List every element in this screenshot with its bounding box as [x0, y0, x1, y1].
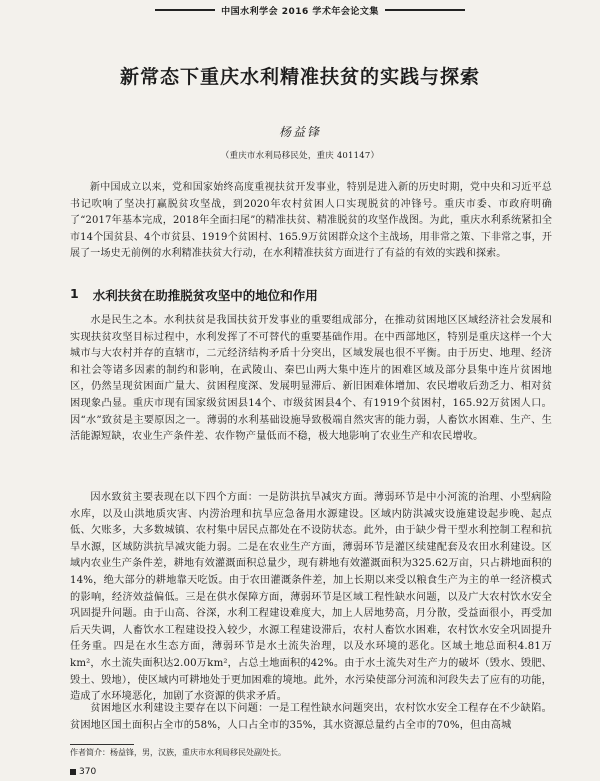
header-rule-right [385, 9, 465, 11]
author-affiliation: （重庆市水利局移民处，重庆 401147） [220, 151, 380, 161]
footnote-rule [70, 744, 134, 745]
paper-title: 新常态下重庆水利精准扶贫的实践与探索 [119, 66, 480, 88]
author-name: 杨益锋 [278, 125, 321, 139]
section-title: 水利扶贫在助推脱贫攻坚中的地位和作用 [92, 288, 318, 303]
page-number-text: 370 [79, 767, 97, 777]
running-header-text: 中国水利学会 2016 学术年会论文集 [221, 6, 379, 17]
page-marker-icon [70, 769, 76, 775]
header-rule-left [155, 9, 215, 11]
body-paragraph-1: 水是民生之本。水利扶贫是我国扶贫开发事业的重要组成部分，在推动贫困地区区域经济社会发展和实现扶贫攻坚目标过程中，水利发挥了不可替代的重要基础作用。在中西部地区，特别是重庆这样一个大城市与大农村并存的直辖市，二元经济结构矛盾十分突出，区域发展也很不平衡。由于历史、地理、经济和社会等诸多因素的制约和影响，在武陵山、秦巴山两大集中连片的困难区域及部分县集中连片贫困地区，仍然呈现贫困面广量大、贫困程度深、发展明显滞后、新旧困难体增加、农民增收后劲乏力、相对贫困现象凸显。重庆市现有国家级贫困县14个、市级贫困县4个、有1919个贫困村，165.92万贫困人口。因“水”致贫是主要原因之一。薄弱的水利基础设施导致极端自然灾害的能力弱，人畜饮水困难、生产、生活能源短缺，农业生产条件差、农作物产量低而不稳，极大地影响了农业生产和农民增收。 [70, 315, 552, 443]
section-heading [70, 286, 552, 304]
running-header [150, 3, 470, 17]
section-number: 1 [70, 286, 79, 301]
body-paragraph-2: 因水致贫主要表现在以下四个方面：一是防洪抗旱减灾方面。薄弱环节是中小河流的治理、小型病险水库，以及山洪地质灾害、内涝治理和抗旱应急备用水源建设。区域内防洪减灾设施建设起步晚、起点低、欠账多，大多数城镇、农村集中居民点都处在不设防状态。此外，由于缺少骨干型水利控制工程和抗旱水源，区域防洪抗旱减灾能力弱。二是在农业生产方面，薄弱环节是灌区续建配套及农田水利建设。区域内农业生产条件差，耕地有效灌溉面积总量少，现有耕地有效灌溉面积为325.62万亩，只占耕地面积的14%，绝大部分的耕地靠天吃饭。由于农田灌溉条件差，加上长期以来受以粮食生产为主的单一经济模式的影响，经济效益偏低。三是在供水保障方面，薄弱环节是区域工程性缺水问题，以及广大农村饮水安全巩固提升问题。由于山高、谷深，水利工程建设难度大，加上人居地势高，月分散，受益面很小，再受加后天失调，人畜饮水工程建设投入较少，水源工程建设滞后，农村人畜饮水困难，农村饮水安全巩固提升任务重。四是在水生态方面，薄弱环节是水土流失治理，以及水环境的恶化。区域土地总面积4.81万km²，水土流失面积达2.00万km²，占总土地面积的42%。由于水土流失对生产力的破坏（毁水、毁肥、毁土、毁地），使区域内可耕地处于更加困难的境地。此外，水污染使部分河流和河段失去了应有的功能，造成了水环境恶化，加剧了水资源的供求矛盾。 [70, 492, 552, 703]
abstract-paragraph: 新中国成立以来，党和国家始终高度重视扶贫开发事业，特别是进入新的历史时期，党中央和习近平总书记吹响了坚决打赢脱贫攻坚战，到2020年农村贫困人口实现脱贫的冲锋号。重庆市委、市政府明确了“2017年基本完成，2018年全面扫尾”的精准扶贫、精准脱贫的攻坚作战图。为此，重庆水利系统紧扣全市14个国贫县、4个市贫县、1919个贫困村、165.9万贫困群众这个主战场，用非常之策、下非常之事，开展了一场史无前例的水利精准扶贫大行动，在水利精准扶贫方面进行了有益的有效的实践和探索。 [70, 182, 552, 260]
footnote: 作者简介：杨益锋，男，汉族，重庆市水利局移民处副处长。 [70, 748, 286, 757]
body-paragraph-3: 贫困地区水利建设主要存在以下问题：一是工程性缺水问题突出，农村饮水安全工程存在不少缺陷。贫困地区国土面积占全市的58%，人口占全市的35%，其水资源总量约占全市的70%，但由高城 [70, 703, 552, 731]
page-number [70, 767, 96, 777]
